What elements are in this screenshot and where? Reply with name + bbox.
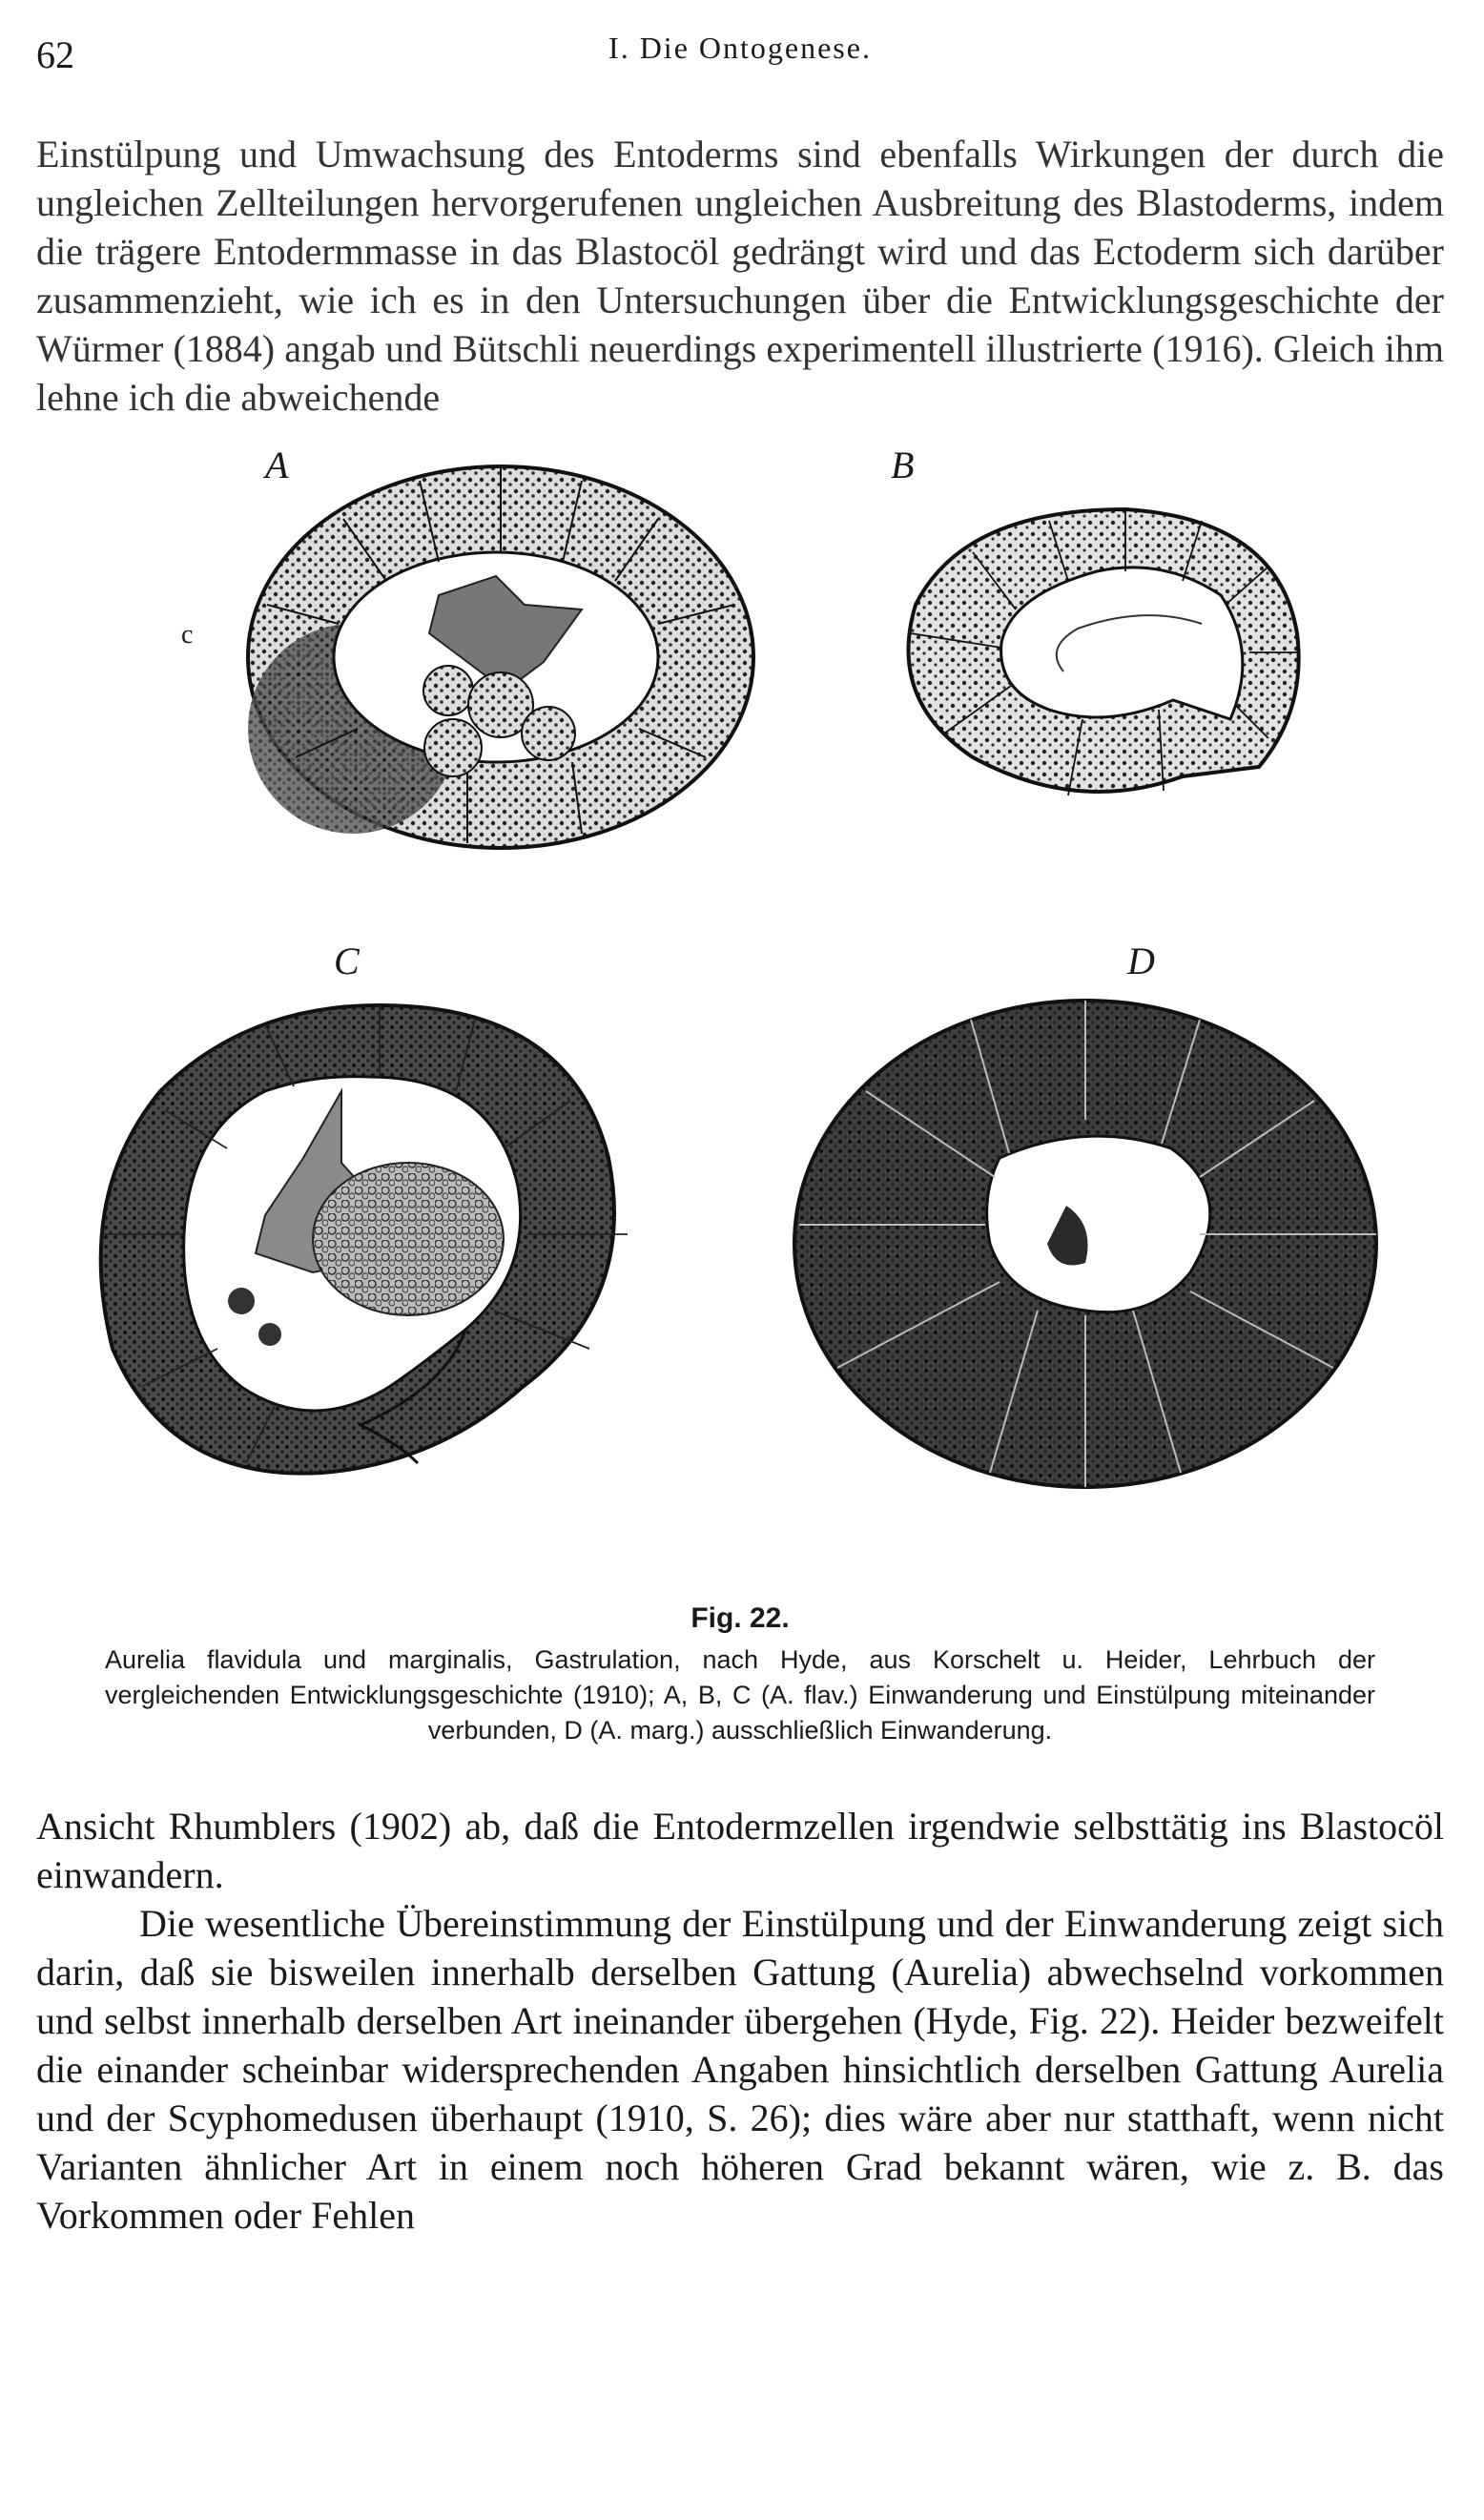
running-head: I. Die Ontogenese.	[608, 31, 872, 65]
gastrula-drawing-d	[780, 986, 1391, 1520]
gastrula-drawing-b	[858, 462, 1354, 862]
panel-label-c: C	[334, 940, 360, 982]
figure-caption: Aurelia flavidula und marginalis, Gastrulation, nach Hyde, aus Korschelt u. Heider, Lehrbuch der vergleichenden Entwicklungsgeschichte (1910); A, B, C (A. flav.) Einwanderung und Einstülpung miteinander verbunden, D (A. marg.) ausschließlich Einwanderung.	[105, 1645, 1375, 1745]
page-number: 62	[36, 33, 74, 76]
paragraph-main: Die wesentliche Übereinstimmung der Einstülpung und der Einwanderung zeigt sich darin, daß sie bisweilen innerhalb derselben Gattung (Aurelia) abwechselnd vorkommen und selbst innerhalb derselben Art ineinander übergehen (Hyde, Fig. 22). Heider bezweifelt die einander scheinbar widersprechenden Angaben hinsichtlich derselben Gattung Aurelia und der Scyphomedusen überhaupt (1910, S. 26); dies wäre aber nur statthaft, wenn nicht Varianten ähnlicher Art in einem noch höheren Grad bekannt wären, wie z. B. das Vorkommen oder Fehlen	[36, 1902, 1444, 2237]
annotation-c: c	[181, 620, 194, 650]
page-header	[36, 27, 1444, 84]
panel-label-a: A	[265, 444, 289, 486]
gastrula-drawing-a	[181, 443, 773, 862]
body-text-bottom	[36, 1802, 1444, 2240]
paragraph-top: Einstülpung und Umwachsung des Entoderms sind ebenfalls Wirkungen der durch die ungleichen Zellteilungen hervorgerufenen ungleichen Ausbreitung des Blastoderms, indem die trägere Entodermmasse in das Blastocöl gedrängt wird und das Ectoderm sich darüber zusammenzieht, wie ich es in den Untersuchungen über die Entwicklungsgeschichte der Würmer (1884) angab und Bütschli neuerdings experimentell illustrierte (1916). Gleich ihm lehne ich die abweichende	[36, 133, 1444, 419]
gastrula-drawing-c	[74, 986, 666, 1539]
figure-22	[36, 443, 1444, 1597]
panel-label-d: D	[1127, 940, 1155, 982]
paragraph-continuation: Ansicht Rhumblers (1902) ab, daß die Entodermzellen irgendwie selbsttätig ins Blastocöl einwandern.	[36, 1805, 1444, 1896]
page	[36, 27, 1444, 2240]
figure-title: Fig. 22.	[690, 1602, 790, 1634]
panel-label-b: B	[891, 444, 915, 486]
